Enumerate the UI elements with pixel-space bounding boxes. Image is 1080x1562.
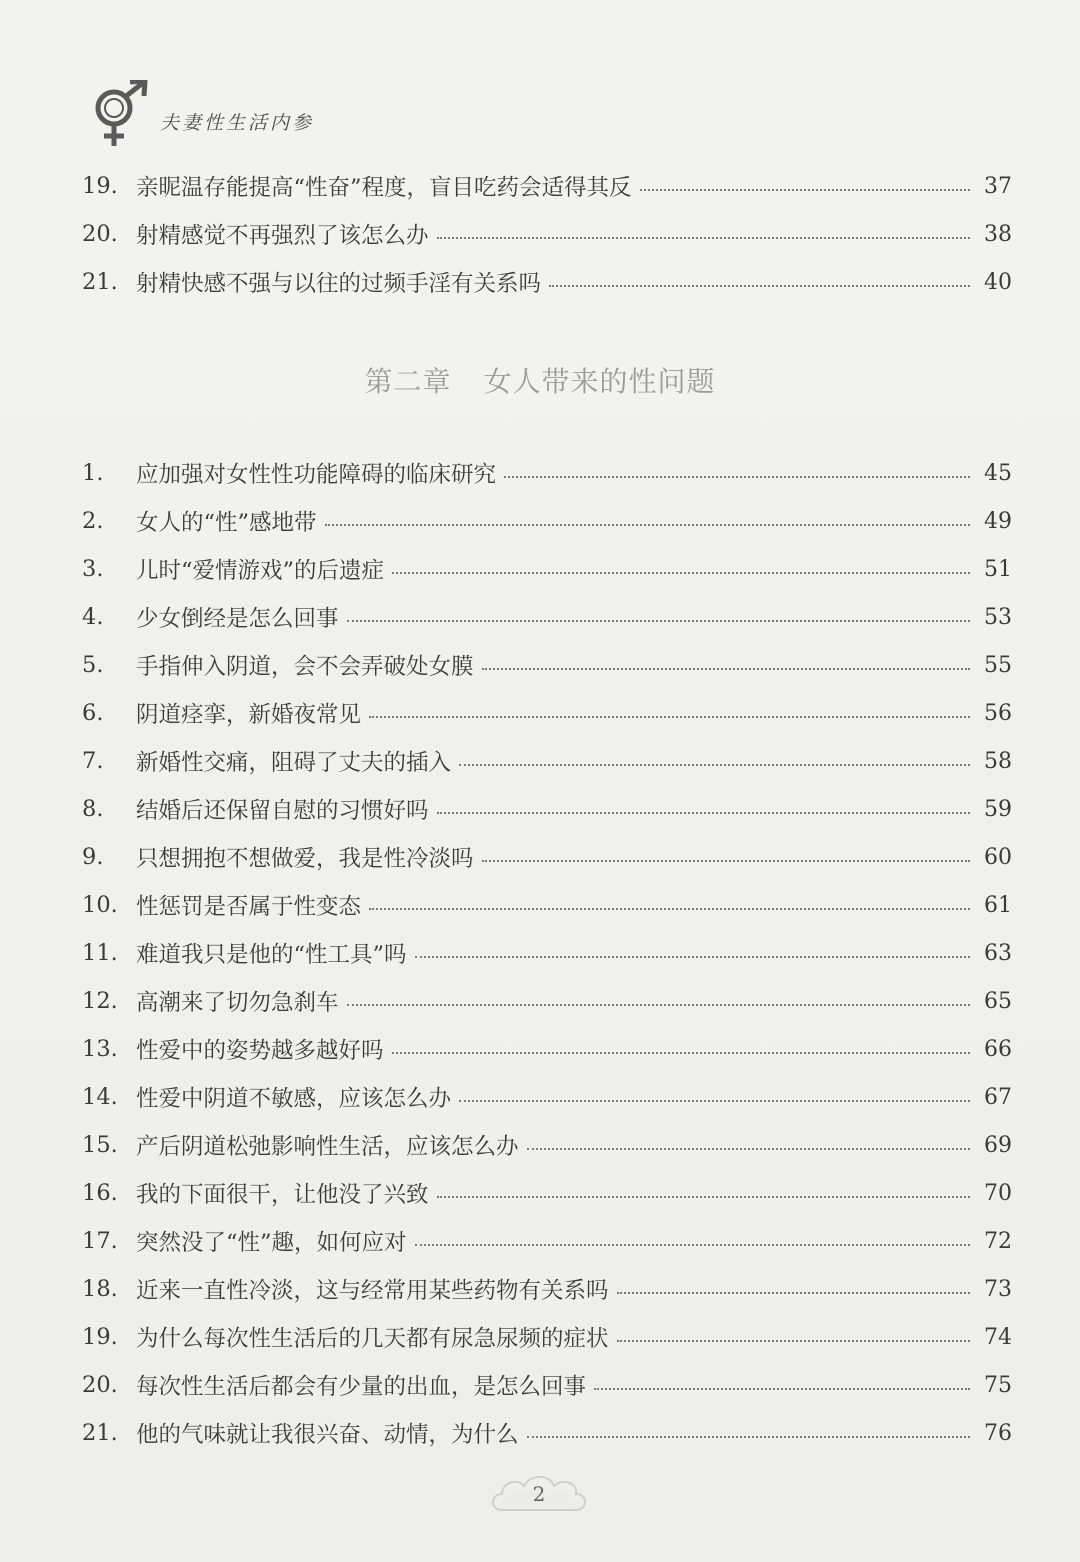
chapter-title: 女人带来的性问题	[483, 365, 716, 398]
entry-page-number: 61	[984, 892, 1012, 918]
entry-number: 2.	[82, 508, 104, 534]
toc-entry	[82, 1217, 1012, 1265]
entry-title: 阴道痉挛，新婚夜常见	[136, 702, 362, 728]
entry-page-number: 66	[984, 1036, 1012, 1062]
toc-entry	[82, 1409, 1012, 1457]
toc-entry	[82, 977, 1012, 1025]
dot-leader	[459, 1100, 970, 1102]
dot-leader	[640, 189, 970, 191]
entry-page-number: 69	[984, 1132, 1012, 1158]
entry-number: 19.	[82, 173, 118, 199]
running-header	[86, 80, 406, 150]
entry-title: 新婚性交痛，阻碍了丈夫的插入	[136, 750, 452, 776]
dot-leader	[617, 1292, 970, 1294]
toc-entry	[82, 1361, 1012, 1409]
entry-title: 为什么每次性生活后的几天都有尿急尿频的症状	[136, 1326, 609, 1352]
entry-title: 性惩罚是否属于性变态	[136, 894, 362, 920]
entry-page-number: 53	[984, 604, 1012, 630]
entry-number: 21.	[82, 269, 118, 295]
entry-page-number: 59	[984, 796, 1012, 822]
dot-leader	[482, 668, 970, 670]
toc-entry	[82, 881, 1012, 929]
entry-number: 18.	[82, 1276, 118, 1302]
dot-leader	[415, 1244, 970, 1246]
toc-entry	[82, 833, 1012, 881]
entry-page-number: 72	[984, 1228, 1012, 1254]
book-title: 夫妻性生活内参	[160, 112, 315, 134]
entry-title: 儿时“爱情游戏”的后遗症	[136, 558, 385, 584]
entry-page-number: 40	[984, 269, 1012, 295]
dot-leader	[437, 1196, 970, 1198]
dot-leader	[392, 1052, 970, 1054]
entry-number: 12.	[82, 988, 118, 1014]
entry-title: 射精感觉不再强烈了该怎么办	[136, 223, 429, 249]
entry-page-number: 76	[984, 1420, 1012, 1446]
toc-entry	[82, 210, 1012, 258]
toc-entry	[82, 162, 1012, 210]
dot-leader	[415, 956, 970, 958]
entry-page-number: 49	[984, 508, 1012, 534]
toc-entry	[82, 593, 1012, 641]
entry-page-number: 65	[984, 988, 1012, 1014]
toc-entry	[82, 929, 1012, 977]
dot-leader	[347, 1004, 970, 1006]
entry-number: 9.	[82, 844, 104, 870]
entry-page-number: 58	[984, 748, 1012, 774]
entry-title: 产后阴道松弛影响性生活，应该怎么办	[136, 1134, 519, 1160]
toc-entry	[82, 258, 1012, 306]
entry-number: 13.	[82, 1036, 118, 1062]
dot-leader	[527, 1436, 970, 1438]
toc-entry	[82, 497, 1012, 545]
dot-leader	[617, 1340, 970, 1342]
dot-leader	[369, 716, 970, 718]
toc-entry	[82, 545, 1012, 593]
entry-page-number: 63	[984, 940, 1012, 966]
entry-title: 每次性生活后都会有少量的出血，是怎么回事	[136, 1374, 587, 1400]
dot-leader	[549, 285, 970, 287]
entry-number: 21.	[82, 1420, 118, 1446]
entry-page-number: 38	[984, 221, 1012, 247]
entry-page-number: 73	[984, 1276, 1012, 1302]
entry-title: 射精快感不强与以往的过频手淫有关系吗	[136, 271, 542, 297]
entry-number: 20.	[82, 221, 118, 247]
entry-title: 性爱中的姿势越多越好吗	[136, 1038, 384, 1064]
toc-entry	[82, 737, 1012, 785]
entry-number: 7.	[82, 748, 104, 774]
toc-entry	[82, 1073, 1012, 1121]
entry-number: 19.	[82, 1324, 118, 1350]
entry-number: 6.	[82, 700, 104, 726]
entry-page-number: 75	[984, 1372, 1012, 1398]
dot-leader	[347, 620, 970, 622]
entry-page-number: 67	[984, 1084, 1012, 1110]
dot-leader	[504, 476, 970, 478]
entry-page-number: 55	[984, 652, 1012, 678]
dot-leader	[527, 1148, 970, 1150]
toc-entry	[82, 1313, 1012, 1361]
entry-title: 近来一直性冷淡，这与经常用某些药物有关系吗	[136, 1278, 609, 1304]
toc-entry	[82, 1121, 1012, 1169]
entry-title: 只想拥抱不想做爱，我是性冷淡吗	[136, 846, 474, 872]
entry-title: 突然没了“性”趣，如何应对	[136, 1230, 407, 1256]
entry-number: 1.	[82, 460, 104, 486]
entry-title: 亲昵温存能提高“性奋”程度，盲目吃药会适得其反	[136, 175, 632, 201]
dot-leader	[437, 237, 970, 239]
entry-number: 11.	[82, 940, 118, 966]
toc-entry	[82, 689, 1012, 737]
entry-number: 3.	[82, 556, 104, 582]
toc-list-chapter-two	[82, 449, 1012, 1457]
entry-number: 15.	[82, 1132, 118, 1158]
toc-entry	[82, 641, 1012, 689]
entry-number: 4.	[82, 604, 104, 630]
entry-title: 高潮来了切勿急刹车	[136, 990, 339, 1016]
toc-entry	[82, 449, 1012, 497]
entry-number: 5.	[82, 652, 104, 678]
entry-title: 结婚后还保留自慰的习惯好吗	[136, 798, 429, 824]
dot-leader	[369, 908, 970, 910]
dot-leader	[437, 812, 970, 814]
dot-leader	[392, 572, 970, 574]
entry-page-number: 60	[984, 844, 1012, 870]
entry-title: 他的气味就让我很兴奋、动情，为什么	[136, 1422, 519, 1448]
entry-number: 20.	[82, 1372, 118, 1398]
entry-page-number: 70	[984, 1180, 1012, 1206]
dot-leader	[459, 764, 970, 766]
toc-entry	[82, 785, 1012, 833]
entry-number: 16.	[82, 1180, 118, 1206]
entry-page-number: 74	[984, 1324, 1012, 1350]
entry-number: 10.	[82, 892, 118, 918]
entry-title: 性爱中阴道不敏感，应该怎么办	[136, 1086, 452, 1112]
entry-number: 14.	[82, 1084, 118, 1110]
entry-title: 我的下面很干，让他没了兴致	[136, 1182, 429, 1208]
entry-page-number: 56	[984, 700, 1012, 726]
entry-page-number: 51	[984, 556, 1012, 582]
entry-title: 应加强对女性性功能障碍的临床研究	[136, 462, 497, 488]
toc-entry	[82, 1169, 1012, 1217]
entry-title: 难道我只是他的“性工具”吗	[136, 942, 407, 968]
entry-number: 17.	[82, 1228, 118, 1254]
toc-entry	[82, 1265, 1012, 1313]
entry-title: 少女倒经是怎么回事	[136, 606, 339, 632]
entry-title: 手指伸入阴道，会不会弄破处女膜	[136, 654, 474, 680]
toc-entry	[82, 1025, 1012, 1073]
page-number: 2	[532, 1482, 546, 1506]
gender-symbol-icon	[86, 80, 156, 150]
dot-leader	[594, 1388, 970, 1390]
page-folio	[488, 1472, 590, 1520]
chapter-heading	[0, 360, 1080, 400]
entry-title: 女人的“性”感地带	[136, 510, 317, 536]
dot-leader	[482, 860, 970, 862]
toc-list-chapter-one-end	[82, 162, 1012, 306]
entry-page-number: 37	[984, 173, 1012, 199]
entry-number: 8.	[82, 796, 104, 822]
entry-page-number: 45	[984, 460, 1012, 486]
dot-leader	[325, 524, 970, 526]
chapter-label: 第二章	[364, 365, 452, 398]
